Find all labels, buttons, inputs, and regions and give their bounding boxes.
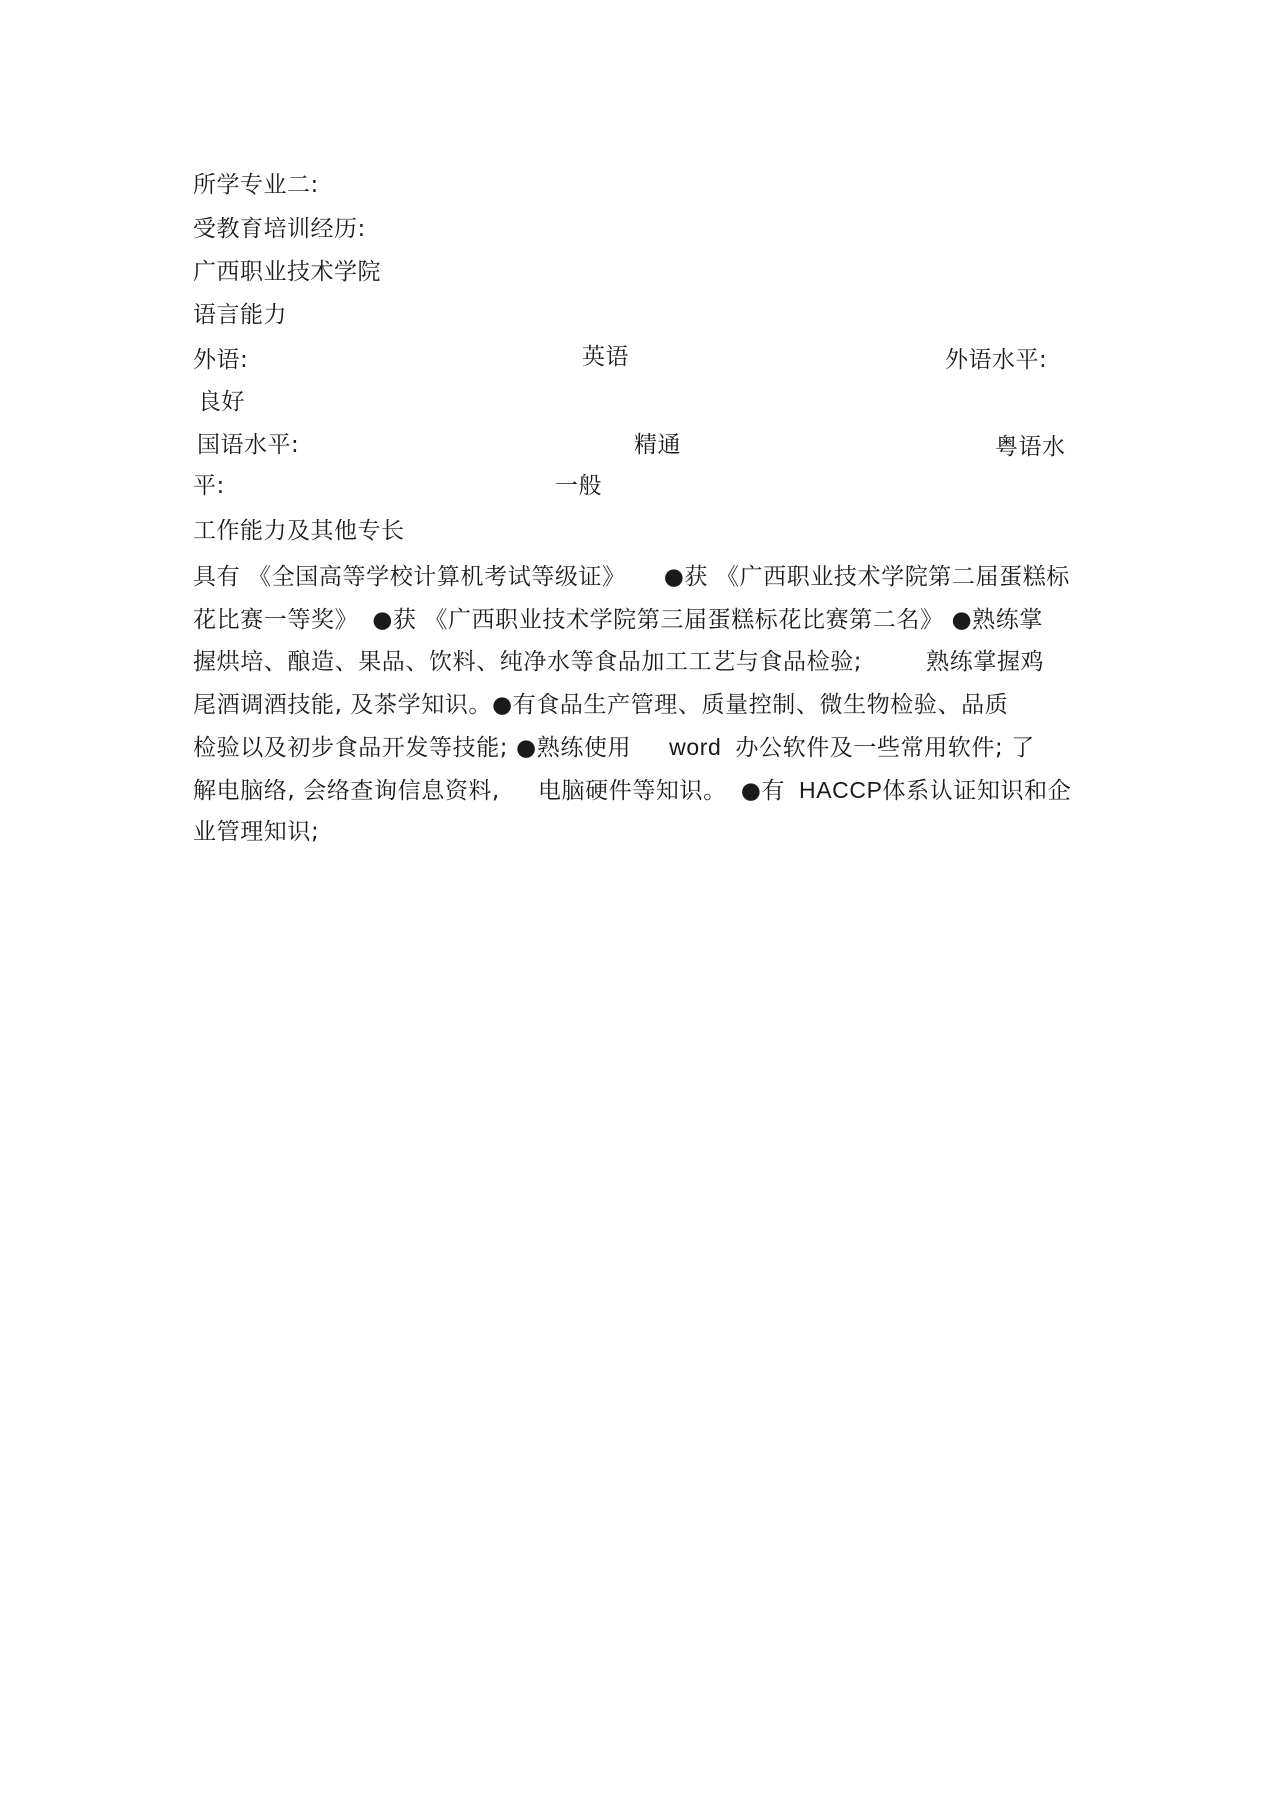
skills-text: 熟练掌握鸡 [926, 649, 1045, 675]
cantonese-label: 粤语水 [995, 434, 1066, 460]
skills-text: ●有 [740, 777, 786, 804]
skills-text: 花比赛一等奖》 [193, 606, 359, 633]
education-label: 受教育培训经历: [193, 216, 366, 242]
skills-line [193, 726, 1093, 769]
skills-paragraph [193, 556, 1093, 854]
skills-text: 业管理知识; [193, 819, 320, 845]
skills-text: 检验以及初步食品开发等技能; ●熟练使用 [193, 735, 632, 761]
skills-line [193, 811, 1093, 854]
skills-text: 解电脑络, 会络查询信息资料, [193, 777, 500, 804]
foreign-level-label: 外语水平: [945, 347, 1048, 373]
foreign-lang-label: 外语: [193, 347, 249, 373]
cantonese-value: 一般 [555, 473, 602, 499]
language-heading: 语言能力 [193, 302, 287, 328]
skills-text: 办公软件及一些常用软件; 了 [735, 735, 1035, 761]
skills-line [193, 684, 1093, 727]
mandarin-label: 国语水平: [197, 432, 300, 458]
skills-text: 握烘培、酿造、果品、饮料、纯净水等食品加工工艺与食品检验; [193, 649, 863, 675]
foreign-level-value: 良好 [198, 389, 245, 415]
school-name: 广西职业技术学院 [193, 259, 381, 285]
skills-text: 体系认证知识和企 [882, 777, 1072, 804]
skills-line [193, 769, 1093, 812]
major2-label: 所学专业二: [193, 172, 319, 198]
skills-text: 尾酒调酒技能, 及茶学知识。●有食品生产管理、质量控制、微生物检验、品质 [193, 691, 1009, 718]
skills-line [193, 599, 1093, 642]
skills-text: word [669, 734, 722, 760]
skills-text: ●获 《广西职业技术学院第二届蛋糕标 [663, 564, 1070, 590]
skills-line [193, 556, 1093, 599]
skills-text: ●获 《广西职业技术学院第三届蛋糕标花比赛第二名》 ●熟练掌 [372, 606, 1043, 633]
skills-heading: 工作能力及其他专长 [193, 518, 405, 544]
skills-text: 具有 《全国高等学校计算机考试等级证》 [193, 564, 626, 590]
skills-text: 电脑硬件等知识。 [537, 777, 727, 804]
mandarin-value: 精通 [634, 432, 681, 458]
cantonese-label-cont: 平: [193, 473, 225, 499]
skills-line [193, 641, 1093, 684]
foreign-lang-value: 英语 [582, 344, 629, 370]
skills-text: HACCP [799, 776, 883, 803]
